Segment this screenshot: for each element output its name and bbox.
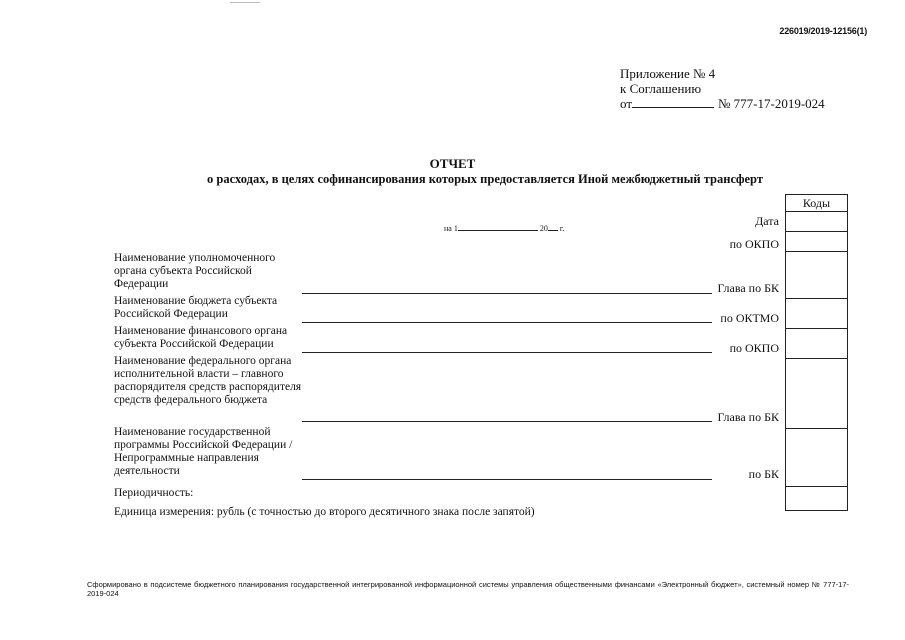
- year-blank-field: [548, 222, 558, 231]
- document-number: 226019/2019-12156(1): [779, 26, 867, 36]
- field-program[interactable]: [302, 479, 712, 480]
- date-prefix: на 1: [444, 224, 458, 233]
- label-glava2: Глава по БК: [717, 410, 779, 424]
- field-budget[interactable]: [302, 322, 712, 323]
- codes-table: [785, 194, 848, 511]
- field-finance-body[interactable]: [302, 352, 712, 353]
- agreement-number: № 777-17-2019-024: [718, 96, 825, 111]
- code-cell-oktmo[interactable]: [786, 298, 847, 328]
- label-okpo2: по ОКПО: [729, 341, 779, 355]
- row-budget: Наименование бюджета субъекта Российской Федерации: [114, 295, 278, 320]
- unit-label: Единица измерения: рубль (с точностью до второго десятичного знака после запятой): [114, 506, 535, 518]
- row-authorized-body: Наименование уполномоченного органа субъекта Российской Федерации: [114, 252, 276, 290]
- code-cell-glava1[interactable]: [786, 251, 847, 298]
- code-cell-periodicity[interactable]: [786, 486, 847, 510]
- label-oktmo: по ОКТМО: [720, 311, 779, 325]
- code-cell-okpo1[interactable]: [786, 231, 847, 251]
- row-federal-body: Наименование федерального органа исполнительной власти – главного распорядителя средств распорядителя средств федерального бюджета: [114, 355, 302, 406]
- date-suffix: г.: [559, 224, 565, 233]
- date-year: 20: [539, 224, 548, 233]
- report-title: ОТЧЕТ: [429, 156, 476, 171]
- appendix-agreement: [620, 96, 825, 111]
- codes-header: Коды: [802, 196, 831, 210]
- periodicity-label: Периодичность:: [114, 487, 194, 499]
- appendix-line1: Приложение № 4: [620, 66, 716, 81]
- code-cell-okpo2[interactable]: [786, 328, 847, 358]
- label-okpo1: по ОКПО: [729, 237, 779, 251]
- label-bk: по БК: [748, 467, 779, 481]
- from-prefix: от: [620, 96, 633, 111]
- row-finance-body: Наименование финансового органа субъекта Российской Федерации: [114, 325, 288, 350]
- code-cell-bk[interactable]: [786, 428, 847, 486]
- footer-note: Сформировано в подсистеме бюджетного планирования государственной интегрированной информационной системы управления общественными финансами «Электронный бюджет», системный номер № 777-17-2019-024: [87, 580, 849, 598]
- label-glava1: Глава по БК: [717, 281, 779, 295]
- report-date-line: [444, 222, 564, 233]
- report-subtitle: о расходах, в целях софинансирования которых предоставляется Иной межбюджетный трансферт: [207, 172, 763, 186]
- appendix-line2: к Соглашению: [620, 81, 702, 96]
- scan-artifact: [230, 2, 260, 3]
- field-federal-body[interactable]: [302, 421, 712, 422]
- date-blank: [632, 96, 714, 108]
- label-date: Дата: [755, 214, 779, 228]
- appendix-block: [620, 66, 825, 111]
- date-blank-field: [458, 222, 538, 231]
- code-cell-date[interactable]: [786, 211, 847, 231]
- row-program: Наименование государственной программы Российской Федерации / Непрограммные направления деятельности: [114, 426, 293, 477]
- code-cell-glava2[interactable]: [786, 358, 847, 428]
- field-authorized-body[interactable]: [302, 293, 712, 294]
